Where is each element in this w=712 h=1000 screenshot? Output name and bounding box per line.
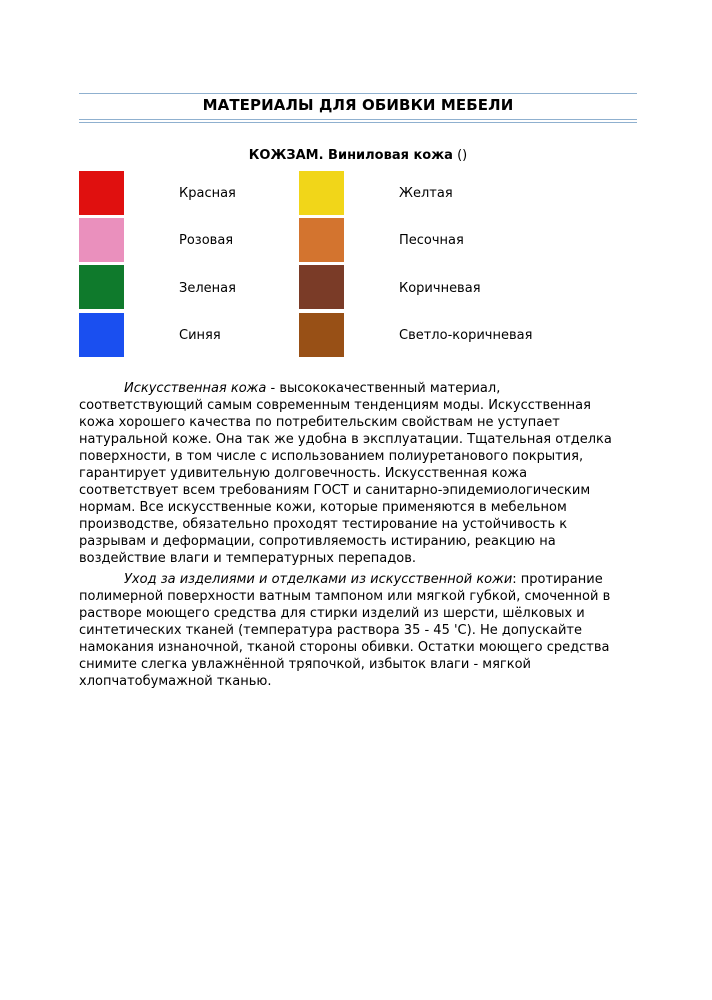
swatch-label-yellow: Желтая [399, 186, 453, 201]
description-text: - высококачественный материал, соответствующий самым современным тенденциям моды. Искусственная кожа хорошего качества по потребительским свойствам не уступает натуральной коже. Она так же удобна в эксплуатации. Тщательная отделка поверхности, в том числе с использованием полиуретанового покрытия, гарантирует удивительную долговечность. Искусственная кожа соответствует всем требованиям ГОСТ и санитарно-эпидемиологическим нормам. Все искусственные кожи, которые применяются в мебельном производстве, обязательно проходят тестирование на устойчивость к разрывам и деформации, сопротивляемость истиранию, реакцию на воздействие влаги и температурных перепадов. [79, 381, 612, 566]
swatch-brown [299, 265, 344, 309]
description-paragraph [79, 380, 624, 567]
swatch-label-sand: Песочная [399, 233, 464, 248]
page-title: МАТЕРИАЛЫ ДЛЯ ОБИВКИ МЕБЕЛИ [202, 96, 514, 114]
swatch-sand [299, 218, 344, 262]
subtitle-bold: КОЖЗАМ. Виниловая кожа [248, 148, 453, 163]
swatch-label-blue: Синяя [179, 328, 221, 343]
care-term: Уход за изделиями и отделками из искусственной кожи [124, 572, 513, 587]
swatch-green [79, 265, 124, 309]
care-paragraph [79, 571, 624, 690]
title-rule-1 [79, 119, 637, 120]
swatch-pink [79, 218, 124, 262]
swatch-light-brown [299, 313, 344, 357]
swatch-label-green: Зеленая [179, 281, 236, 296]
swatch-label-brown: Коричневая [399, 281, 481, 296]
swatch-blue [79, 313, 124, 357]
subtitle-rest: () [452, 148, 468, 163]
swatch-red [79, 171, 124, 215]
swatch-label-red: Красная [179, 186, 236, 201]
swatch-label-pink: Розовая [179, 233, 234, 248]
top-rule [79, 93, 637, 94]
swatch-label-light-brown: Светло-коричневая [399, 328, 533, 343]
title-rule-2 [79, 122, 637, 123]
care-text: : протирание полимерной поверхности ватным тампоном или мягкой губкой, смоченной в растворе моющего средства для стирки изделий из шерсти, шёлковых и синтетических тканей (температура раствора 35 - 45 'C). Не допускайте намокания изнаночной, тканой стороны обивки. Остатки моющего средства снимите слегка увлажнённой тряпочкой, избыток влаги - мягкой хлопчатобумажной тканью. [79, 572, 611, 689]
section-subtitle [79, 148, 637, 163]
swatch-yellow [299, 171, 344, 215]
description-term: Искусственная кожа [124, 381, 267, 396]
